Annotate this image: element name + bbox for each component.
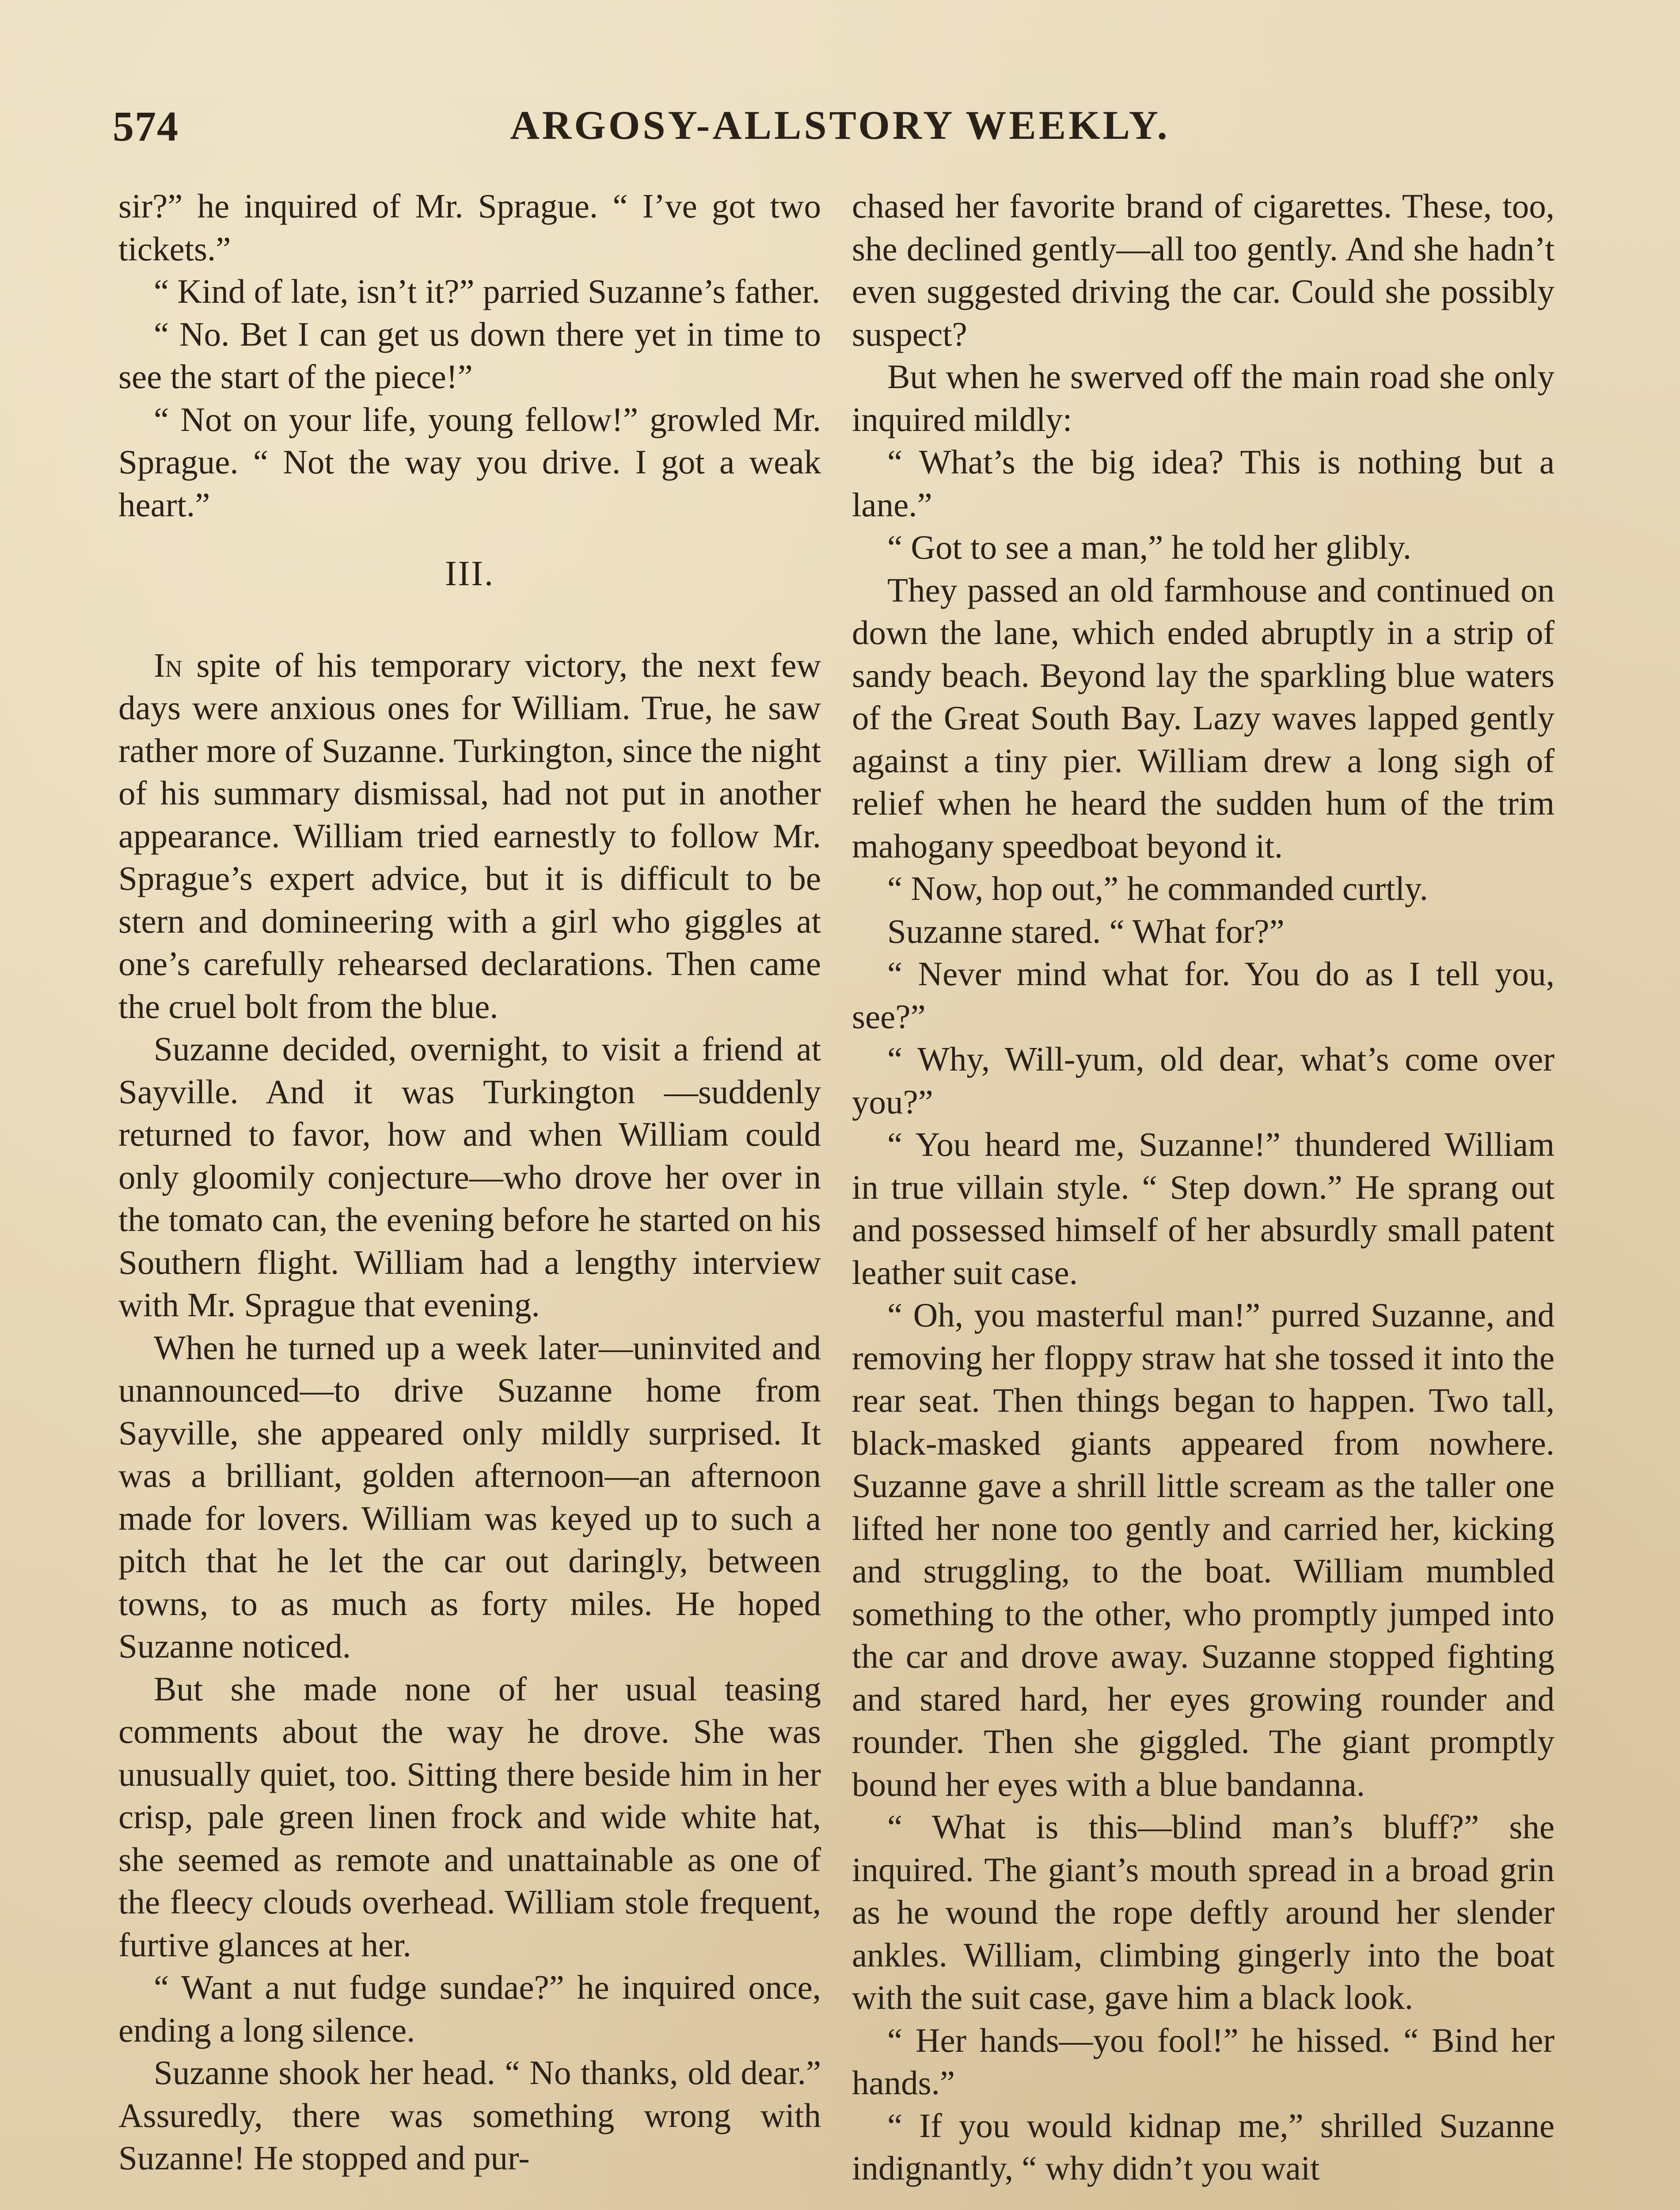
paragraph: “ What is this—blind man’s bluff?” she inquired. The giant’s mouth spread in a broad grin as he wound the rope deftly around her slender ankles. William, climbing gingerly into the boat with the suit case, gave him a black look.: [852, 1808, 1555, 2016]
paragraph-text: spite of his temporary victory, the next few days were anxious ones for William. True, he saw rather more of Suzanne. Turkington, since the night of his summary dismissal, had not put in another appearance. William tried earnestly to follow Mr. Sprague’s expert advice, but it is difficult to be stern and domineering with a girl who giggles at one’s carefully rehearsed declarations. Then came the cruel bolt from the blue.: [118, 646, 821, 1025]
paragraph: “ Want a nut fudge sundae?” he inquired once, ending a long silence.: [118, 1968, 821, 2049]
paragraph: When he turned up a week later—uninvited and unannounced—to drive Suzanne home from Sayville, she appeared only mildly surprised. It was a brilliant, golden afternoon—an afternoon made for lovers. William was keyed up to such a pitch that he let the car out daringly, between towns, to as much as forty miles. He hoped Suzanne noticed.: [118, 1328, 821, 1665]
paragraph: “ What’s the big idea? This is nothing but a lane.”: [852, 443, 1555, 524]
paragraph: “ Why, Will-yum, old dear, what’s come over you?”: [852, 1040, 1555, 1121]
paragraph: Suzanne decided, overnight, to visit a friend at Sayville. And it was Turkington —suddenly returned to favor, how and when William could only gloomily conjecture—who drove her over in the tomato can, the evening before he started on his Southern flight. William had a lengthy interview with Mr. Sprague that evening.: [118, 1030, 821, 1324]
paragraph: They passed an old farmhouse and continued on down the lane, which ended abruptly in a strip of sandy beach. Beyond lay the sparkling blue waters of the Great South Bay. Lazy waves lapped gently against a tiny pier. William drew a long sigh of relief when he heard the sudden hum of the trim mahogany speedboat beyond it.: [852, 571, 1555, 865]
paragraph: Suzanne shook her head. “ No thanks, old dear.” Assuredly, there was something wrong with Suzanne! He stopped and pur-: [118, 2054, 821, 2177]
paragraph: sir?” he inquired of Mr. Sprague. “ I’ve got two tickets.”: [118, 187, 821, 268]
paragraph: Suzanne stared. “ What for?”: [887, 912, 1285, 950]
paragraph: “ You heard me, Suzanne!” thundered William in true villain style. “ Step down.” He sprang out and possessed himself of her absurdly small patent leather suit case.: [852, 1125, 1555, 1292]
paragraph: “ Her hands—you fool!” he hissed. “ Bind her hands.”: [852, 2021, 1555, 2102]
paragraph: “ Kind of late, isn’t it?” parried Suzanne’s father.: [154, 272, 821, 310]
right-column: [852, 185, 1555, 2190]
paragraph: “ If you would kidnap me,” shrilled Suzanne indignantly, “ why didn’t you wait: [852, 2106, 1555, 2187]
paragraph: “ Now, hop out,” he commanded curtly.: [887, 869, 1428, 907]
page-header: [113, 102, 1567, 155]
paragraph: “ Never mind what for. You do as I tell you, see?”: [852, 955, 1555, 1036]
paragraph: But she made none of her usual teasing comments about the way he drove. She was unusually quiet, too. Sitting there beside him in her crisp, pale green linen frock and wide white hat, she seemed as remote and unattainable as one of the fleecy clouds overhead. William stole frequent, furtive glances at her.: [118, 1669, 821, 1964]
section-heading: III.: [445, 554, 494, 593]
paragraph: [118, 644, 821, 1028]
running-head: ARGOSY-ALLSTORY WEEKLY.: [510, 103, 1170, 148]
page-number: 574: [113, 103, 179, 150]
paragraph: “ Got to see a man,” he told her glibly.: [887, 528, 1412, 566]
paragraph: “ No. Bet I can get us down there yet in time to see the start of the piece!”: [118, 315, 821, 396]
drop-lead-word: In: [154, 646, 182, 684]
paragraph: “ Not on your life, young fellow!” growled Mr. Sprague. “ Not the way you drive. I got a weak heart.”: [118, 400, 821, 524]
paragraph: chased her favorite brand of cigarettes. These, too, she declined gently—all too gently. And she hadn’t even suggested driving the car. Could she possibly suspect?: [852, 187, 1555, 353]
paragraph: But when he swerved off the main road she only inquired mildly:: [852, 358, 1555, 438]
left-column: [118, 185, 821, 2180]
paragraph: “ Oh, you masterful man!” purred Suzanne, and removing her floppy straw hat she tossed it into the rear seat. Then things began to happen. Two tall, black-masked giants appeared from nowhere. Suzanne gave a shrill little scream as the taller one lifted her none too gently and carried her, kicking and struggling, to the boat. William mumbled something to the other, who promptly jumped into the car and drove away. Suzanne stopped fighting and stared hard, her eyes growing rounder and rounder. Then she giggled. The giant promptly bound her eyes with a blue bandanna.: [852, 1296, 1555, 1803]
